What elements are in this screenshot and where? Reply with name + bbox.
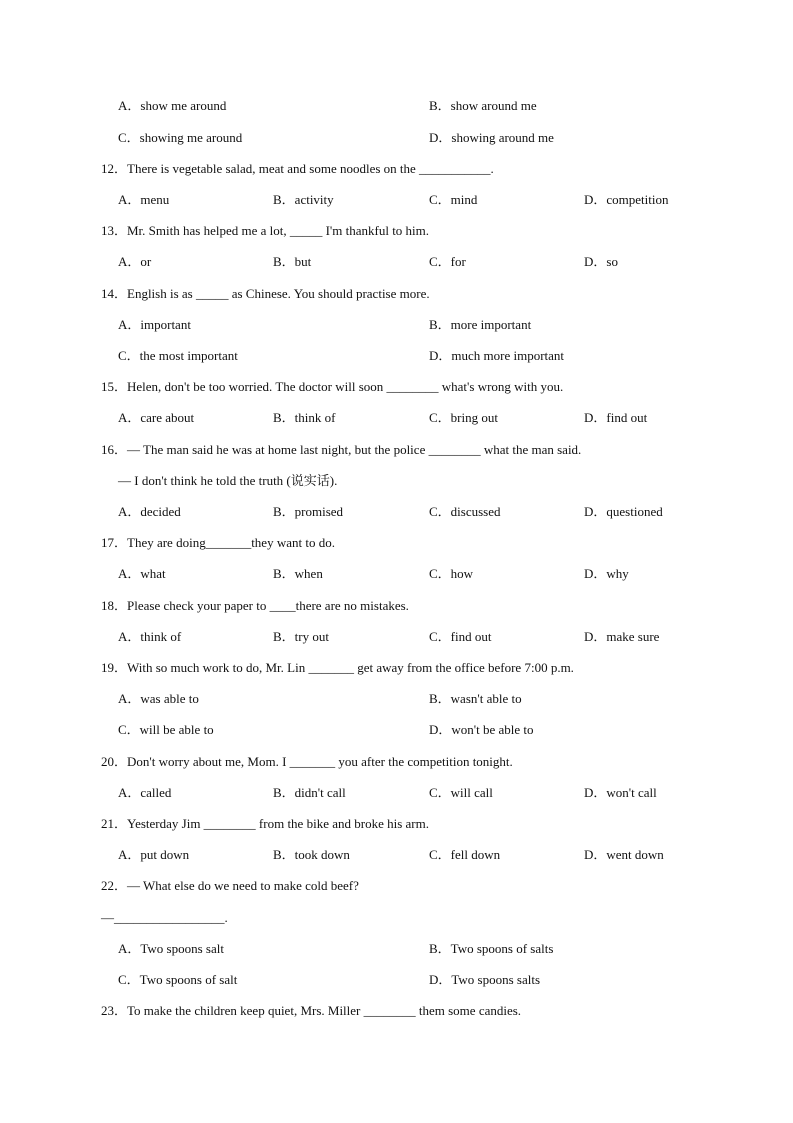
q14-option-d: D．much more important <box>429 348 565 363</box>
q21-option-c: C．fell down <box>429 847 501 862</box>
q14-option-b: B．more important <box>429 317 532 332</box>
q22-option-b: B．Two spoons of salts <box>429 941 554 956</box>
q19-option-a: A．was able to <box>118 691 199 706</box>
q15-option-c: C．bring out <box>429 410 498 425</box>
q23-stem: 23．To make the children keep quiet, Mrs. Miller ________ them some candies. <box>101 1003 522 1018</box>
q20-option-a: A．called <box>118 785 172 800</box>
q13-option-b: B．but <box>273 254 312 269</box>
q18-stem: 18．Please check your paper to ____there are no mistakes. <box>101 598 409 613</box>
q20-option-b: B．didn't call <box>273 785 346 800</box>
q13-option-c: C．for <box>429 254 466 269</box>
q17-option-a: A．what <box>118 566 166 581</box>
q15-stem: 15．Helen, don't be too worried. The doctor will soon ________ what's wrong with you. <box>101 379 564 394</box>
q19-option-c: C．will be able to <box>118 722 214 737</box>
q16-option-a: A．decided <box>118 504 181 519</box>
q12-option-d: D．competition <box>584 192 669 207</box>
q14-option-a: A．important <box>118 317 191 332</box>
q20-stem: 20．Don't worry about me, Mom. I _______ you after the competition tonight. <box>101 754 513 769</box>
q11-option-a: A．show me around <box>118 98 227 113</box>
q13-option-d: D．so <box>584 254 618 269</box>
q22-stem: 22．— What else do we need to make cold beef? <box>101 878 359 893</box>
q12-option-c: C．mind <box>429 192 478 207</box>
q18-option-b: B．try out <box>273 629 329 644</box>
q12-stem: 12．There is vegetable salad, meat and some noodles on the ___________. <box>101 161 494 176</box>
q15-option-a: A．care about <box>118 410 195 425</box>
q11-option-b: B．show around me <box>429 98 537 113</box>
q19-stem: 19．With so much work to do, Mr. Lin _______ get away from the office before 7:00 p.m. <box>101 660 574 675</box>
q15-option-d: D．find out <box>584 410 648 425</box>
q18-option-c: C．find out <box>429 629 492 644</box>
q21-option-a: A．put down <box>118 847 190 862</box>
q16-option-d: D．questioned <box>584 504 663 519</box>
q11-option-c: C．showing me around <box>118 130 243 145</box>
q18-option-d: D．make sure <box>584 629 660 644</box>
q20-option-d: D．won't call <box>584 785 657 800</box>
q16-option-c: C．discussed <box>429 504 501 519</box>
q15-option-b: B．think of <box>273 410 336 425</box>
q21-option-b: B．took down <box>273 847 350 862</box>
q19-option-d: D．won't be able to <box>429 722 534 737</box>
q17-option-d: D．why <box>584 566 629 581</box>
q22-option-c: C．Two spoons of salt <box>118 972 238 987</box>
q17-option-b: B．when <box>273 566 323 581</box>
q21-stem: 21．Yesterday Jim ________ from the bike and broke his arm. <box>101 816 429 831</box>
q19-option-b: B．wasn't able to <box>429 691 522 706</box>
q17-option-c: C．how <box>429 566 474 581</box>
q13-option-a: A．or <box>118 254 152 269</box>
q12-option-a: A．menu <box>118 192 170 207</box>
q21-option-d: D．went down <box>584 847 664 862</box>
q22-option-a: A．Two spoons salt <box>118 941 224 956</box>
q14-option-c: C．the most important <box>118 348 238 363</box>
q16-stem: 16．— The man said he was at home last night, but the police ________ what the man said. <box>101 442 582 457</box>
q18-option-a: A．think of <box>118 629 182 644</box>
q14-stem: 14．English is as _____ as Chinese. You should practise more. <box>101 286 430 301</box>
q13-stem: 13．Mr. Smith has helped me a lot, _____ I'm thankful to him. <box>101 223 430 238</box>
q22-option-d: D．Two spoons salts <box>429 972 541 987</box>
q20-option-c: C．will call <box>429 785 493 800</box>
q22-reply: —_________________. <box>101 910 228 925</box>
q17-stem: 17．They are doing_______they want to do. <box>101 535 335 550</box>
q11-option-d: D．showing around me <box>429 130 554 145</box>
q12-option-b: B．activity <box>273 192 334 207</box>
q16-reply: — I don't think he told the truth (说实话). <box>118 473 338 488</box>
q16-option-b: B．promised <box>273 504 344 519</box>
